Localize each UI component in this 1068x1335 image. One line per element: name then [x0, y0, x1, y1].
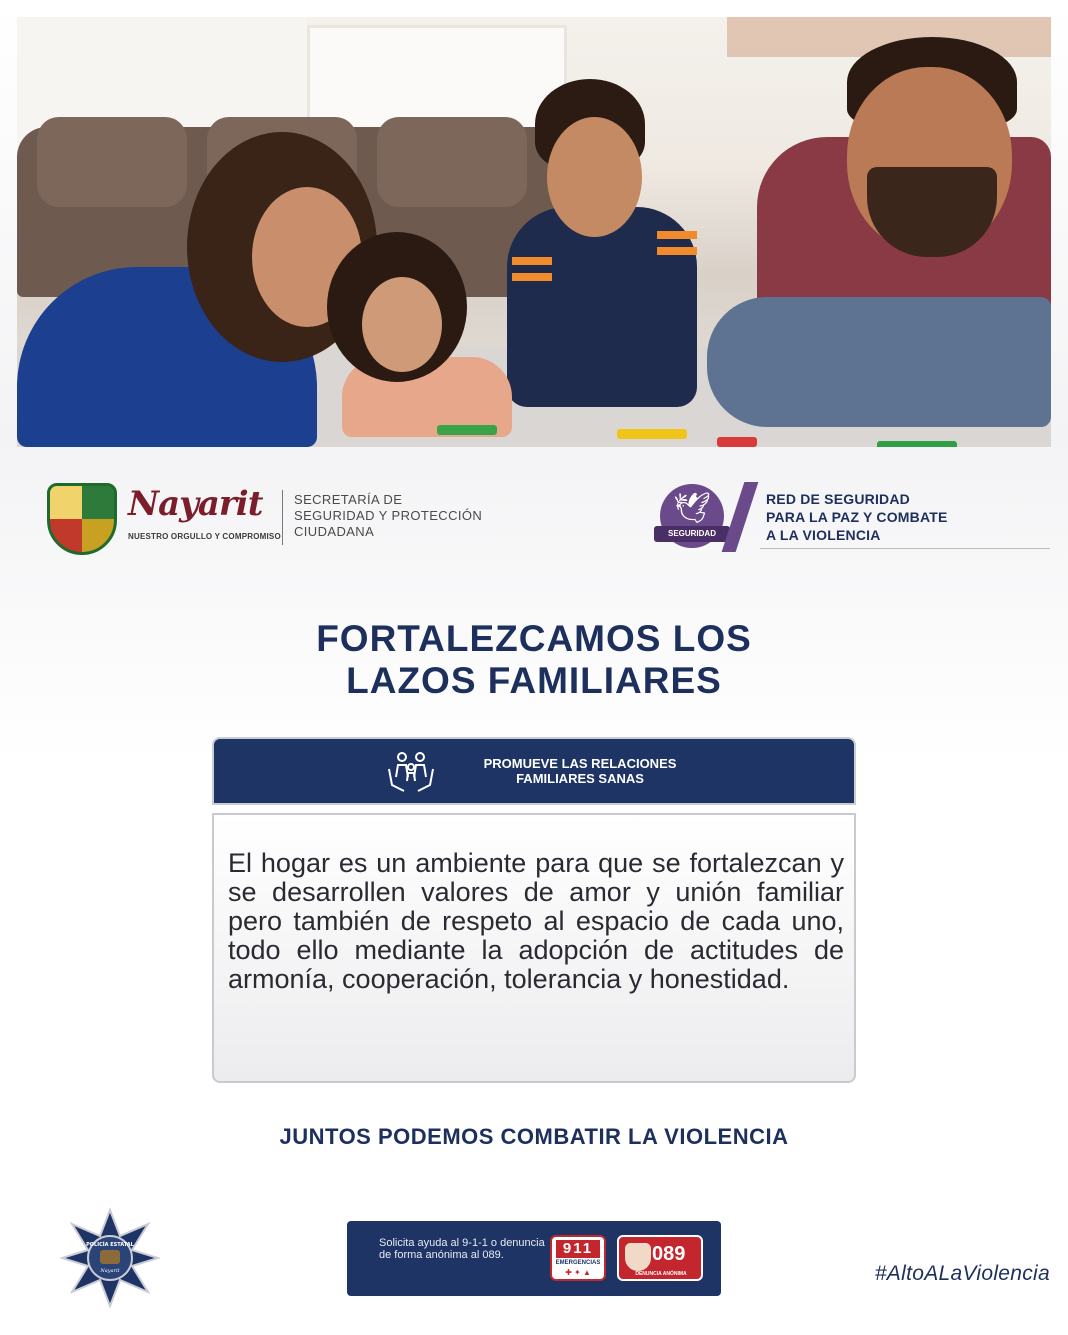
secretaria-logo-text: SECRETARÍA DE SEGURIDAD Y PROTECCIÓN CIUDADANA	[294, 492, 483, 539]
dove-icon: 🕊	[672, 492, 712, 525]
badge-089	[617, 1235, 703, 1281]
police-badge-icon	[60, 1208, 160, 1308]
card-body	[212, 813, 856, 1083]
police-badge-sublabel: Nayarit	[100, 1268, 120, 1274]
mexico-seal-icon	[625, 1243, 651, 1271]
nayarit-logo: Nayarit	[128, 484, 263, 524]
emergency-icons: ✚ ✦ ▲	[565, 1268, 591, 1277]
badge-911	[550, 1235, 606, 1281]
nayarit-coat-of-arms-icon	[47, 483, 117, 555]
card-paragraph: El hogar es un ambiente para que se fortalezcan y se desarrollen valores de amor y unión familiar pero también de respeto al espacio de cada uno, todo ello mediante la adopción de actitudes de armonía, cooperación, tolerancia y honestidad.	[228, 848, 844, 994]
card-title: PROMUEVE LAS RELACIONES FAMILIARES SANAS	[483, 756, 677, 786]
emergency-help-box	[347, 1221, 721, 1296]
logos-bar	[0, 460, 1068, 590]
family-photo	[17, 17, 1051, 447]
hashtag: #AltoALaViolencia	[874, 1262, 1050, 1285]
accent-slash	[722, 482, 759, 552]
seguridad-dove-badge	[660, 484, 724, 548]
badge-label: SEGURIDAD	[654, 526, 730, 542]
family-hands-icon	[386, 749, 436, 795]
police-badge-label: POLICÍA ESTATAL	[86, 1242, 134, 1248]
anonymous-label: DENUNCIA ANÓNIMA	[635, 1271, 687, 1277]
logo-divider	[282, 490, 283, 545]
card-header	[212, 737, 856, 805]
nayarit-tagline: NUESTRO ORGULLO Y COMPROMISO	[128, 532, 281, 541]
emergency-number: 911	[556, 1240, 600, 1258]
slogan: JUNTOS PODEMOS COMBATIR LA VIOLENCIA	[279, 1124, 789, 1149]
emergency-label: EMERGENCIAS	[555, 1260, 601, 1266]
help-text: Solicita ayuda al 9-1-1 o denuncia de forma anónima al 089.	[379, 1237, 545, 1261]
red-underline	[760, 548, 1050, 549]
red-seguridad-title: RED DE SEGURIDAD PARA LA PAZ Y COMBATE A LA VIOLENCIA	[766, 491, 948, 543]
page-title: FORTALEZCAMOS LOS LAZOS FAMILIARES	[316, 618, 752, 701]
anonymous-number: 089	[652, 1243, 686, 1265]
